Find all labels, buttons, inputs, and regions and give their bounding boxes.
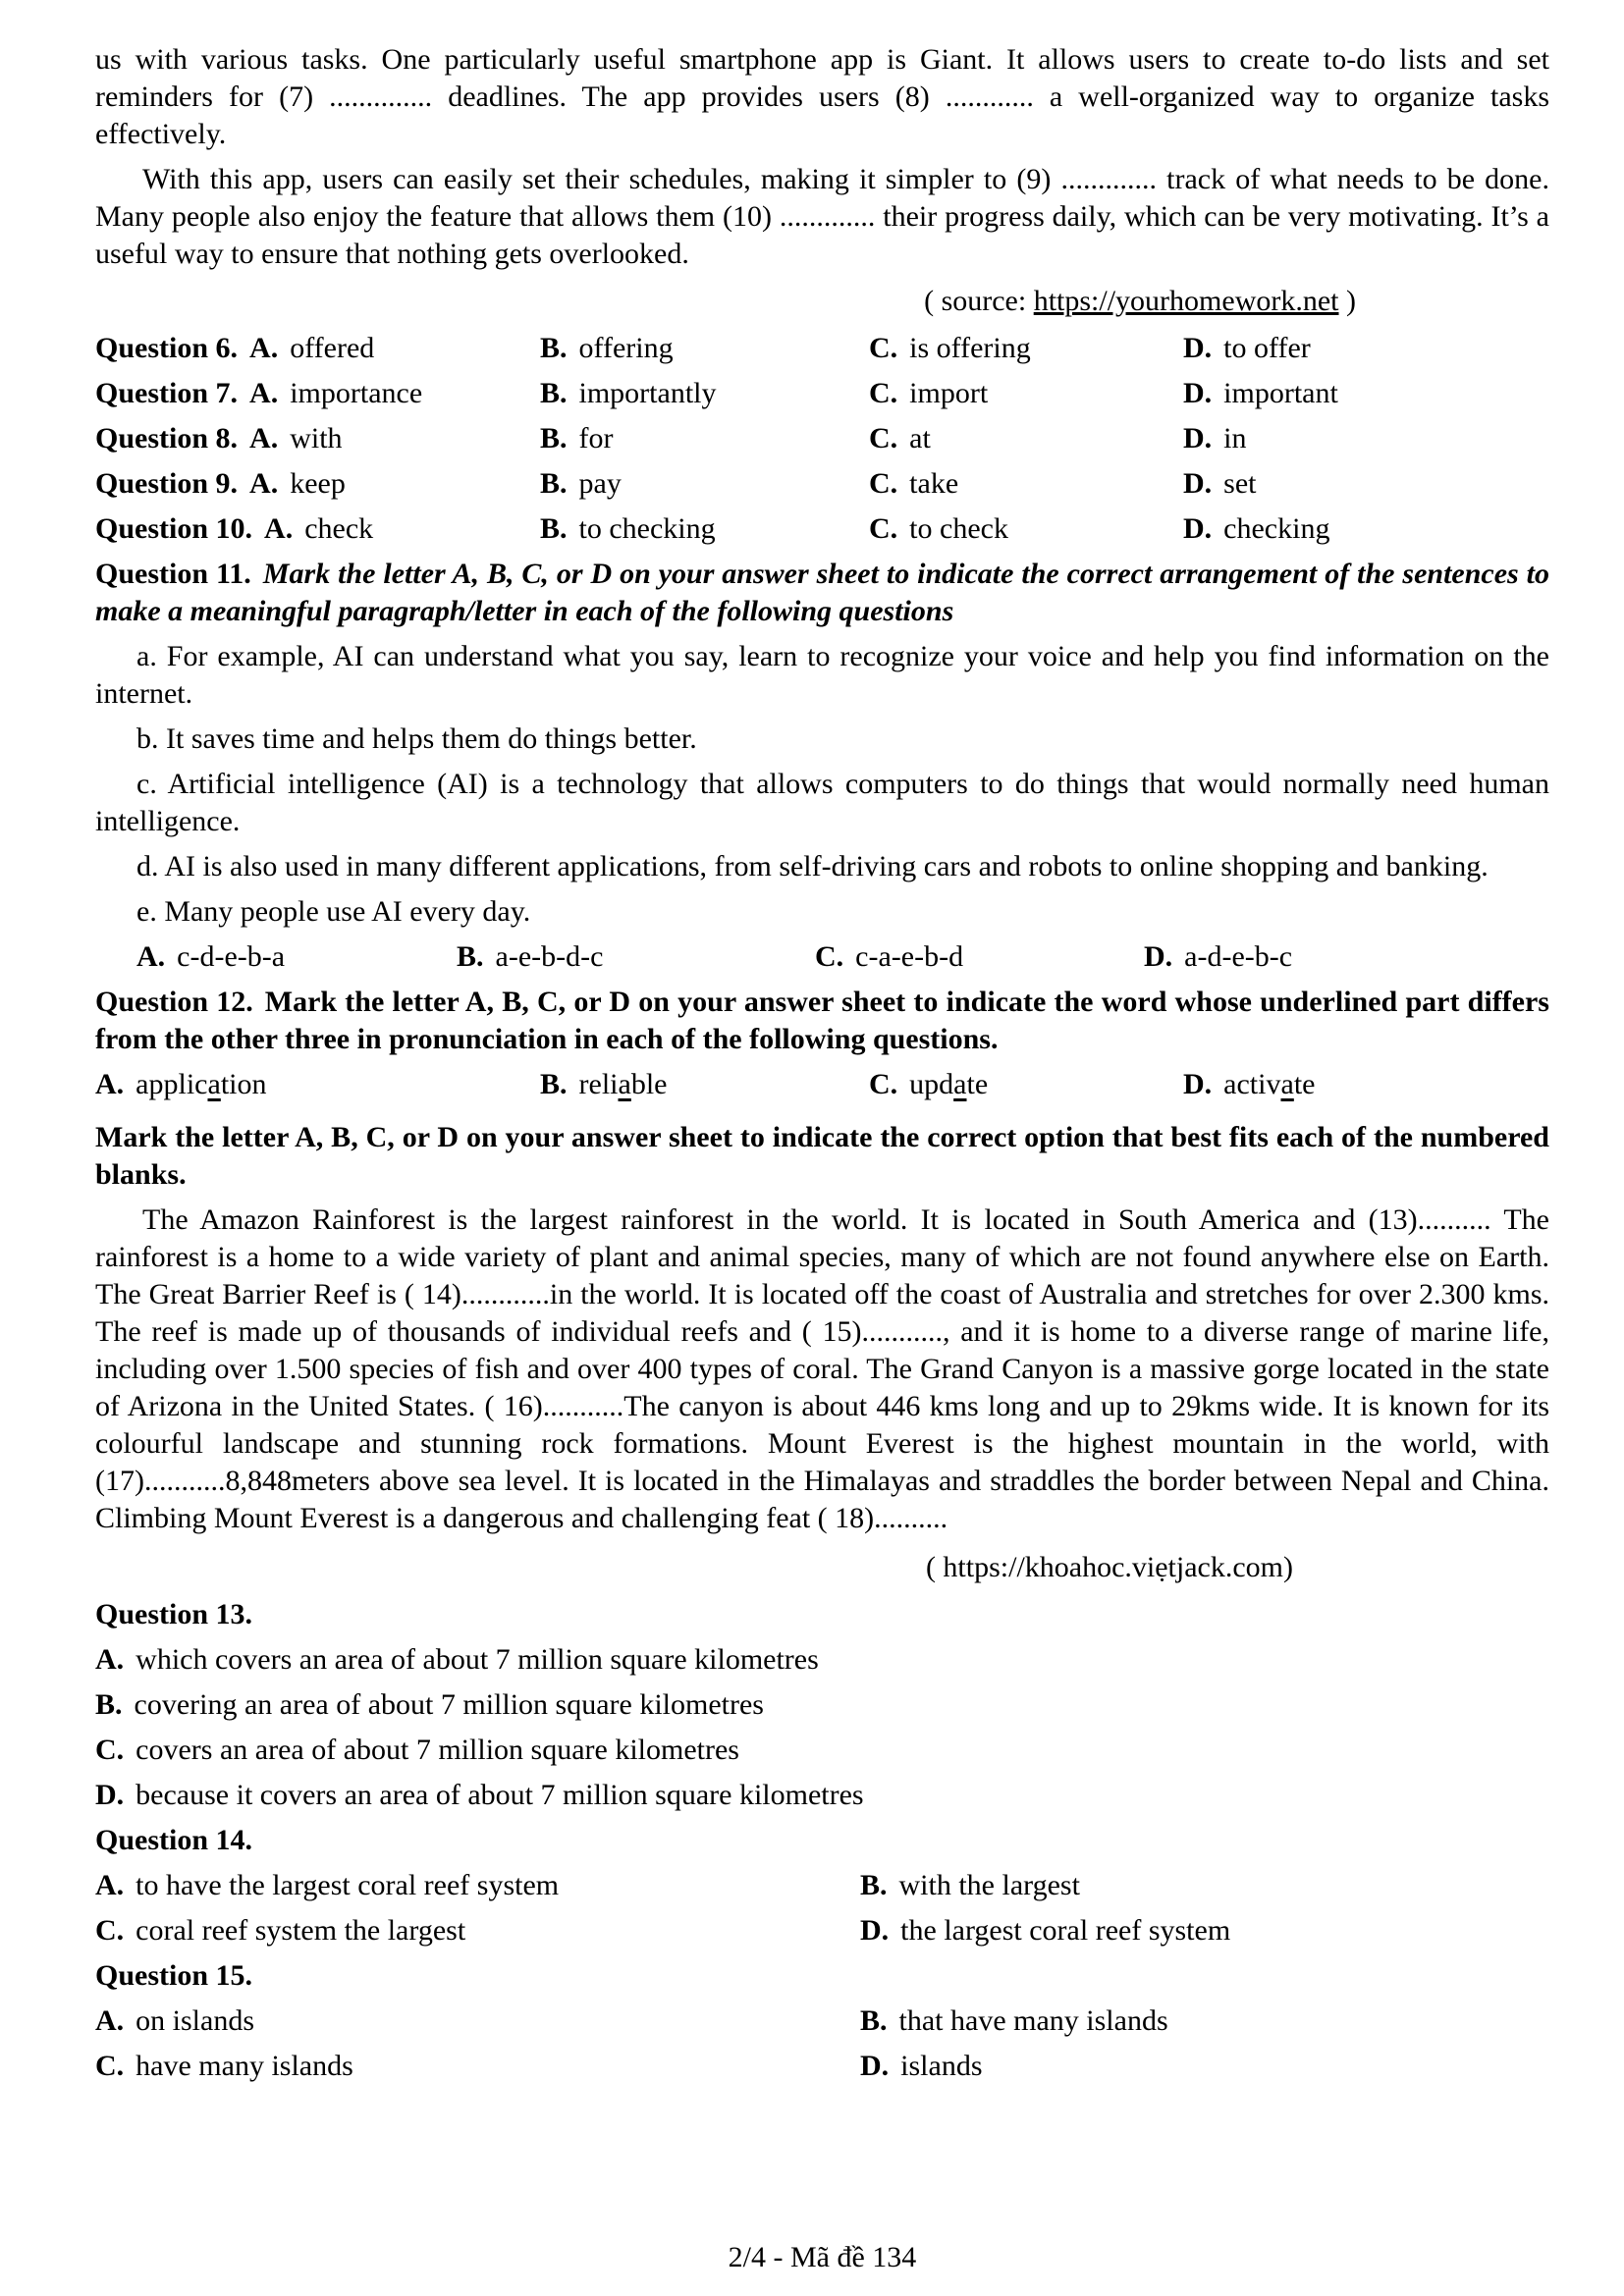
question-7-row [95, 375, 1549, 412]
option-text: pay [578, 467, 622, 500]
option-key-d: D. [1183, 422, 1213, 454]
question-11-heading [95, 556, 1549, 630]
option-a-cell[interactable] [95, 420, 540, 457]
option-d-cell[interactable] [1183, 375, 1549, 412]
option-b-cell[interactable] [540, 330, 869, 367]
option-key-b: B. [540, 1068, 568, 1100]
option-text: offered [290, 332, 375, 364]
option-a-cell[interactable] [95, 375, 540, 412]
option-key-c: C. [869, 377, 898, 409]
option-text: keep [290, 467, 346, 500]
option-text: check [304, 512, 374, 545]
option-b-cell[interactable] [540, 375, 869, 412]
question-label: Question 13. [95, 1598, 253, 1630]
option-text: on islands [135, 2004, 255, 2037]
option-text: c-a-e-b-d [855, 940, 964, 973]
option-text: because it covers an area of about 7 million square kilometres [135, 1779, 864, 1811]
option-text: the largest coral reef system [900, 1914, 1231, 1947]
question-6-row [95, 330, 1549, 367]
question-13-option-d[interactable] [95, 1777, 1549, 1814]
option-key-b: B. [540, 377, 568, 409]
option-text: important [1223, 377, 1338, 409]
option-c-cell[interactable] [869, 420, 1183, 457]
option-key-a: A. [95, 1068, 125, 1100]
option-text: covers an area of about 7 million square kilometres [135, 1734, 739, 1766]
question-15-heading [95, 1957, 1549, 1995]
option-text: is offering [909, 332, 1031, 364]
option-text: that have many islands [898, 2004, 1168, 2037]
option-key-b: B. [95, 1688, 123, 1721]
option-key-c: C. [95, 1914, 125, 1947]
option-c-cell[interactable] [869, 510, 1183, 548]
sentence-d: d. AI is also used in many different applications, from self-driving cars and robots to online shopping and banking. [136, 850, 1489, 882]
option-key-d: D. [1144, 940, 1173, 973]
option-c-cell[interactable] [869, 330, 1183, 367]
word-part: upd [909, 1068, 954, 1100]
option-text: set [1223, 467, 1257, 500]
question-13-option-c[interactable] [95, 1732, 1549, 1769]
option-text: a-d-e-b-c [1184, 940, 1293, 973]
intro-paragraph-1: us with various tasks. One particularly useful smartphone app is Giant. It allows users to create to-do lists and set reminders for (7) .............. deadlines. The app provides users (8) ............ a well-organized way to organize tasks effectively. [95, 43, 1549, 150]
option-d-cell[interactable] [1183, 420, 1549, 457]
source-link-2[interactable]: ( https://khoahoc.viẹtjack.com) [925, 1551, 1293, 1583]
question-9-row [95, 465, 1549, 503]
option-b-cell[interactable] [540, 420, 869, 457]
option-d-cell[interactable] [860, 1912, 1549, 1949]
word-part: activ [1223, 1068, 1281, 1100]
option-key-b: B. [540, 332, 568, 364]
option-key-d: D. [1183, 1068, 1213, 1100]
option-text: take [909, 467, 959, 500]
option-text: a-e-b-d-c [495, 940, 604, 973]
option-word [579, 1068, 668, 1100]
option-c-cell[interactable] [95, 2048, 860, 2085]
underlined-letter: a [1280, 1068, 1294, 1100]
option-key-d: D. [860, 2050, 890, 2082]
option-a-cell[interactable] [95, 465, 540, 503]
question-15-options-row-1 [95, 2002, 1549, 2040]
source-line-2 [95, 1549, 1549, 1586]
word-part: tion [220, 1068, 267, 1100]
option-text: in [1223, 422, 1247, 454]
question-label: Question 15. [95, 1959, 253, 1992]
option-d-cell[interactable] [1183, 465, 1549, 503]
question-13-option-a[interactable] [95, 1641, 1549, 1679]
option-text: checking [1223, 512, 1330, 545]
option-d-cell[interactable] [1183, 330, 1549, 367]
option-b-cell[interactable] [457, 938, 815, 976]
question-12-heading [95, 984, 1549, 1058]
underlined-letter: a [618, 1068, 631, 1100]
option-a-cell[interactable] [95, 330, 540, 367]
intro-paragraph-2: With this app, users can easily set their schedules, making it simpler to (9) ............. track of what needs to be done. Many people also enjoy the feature that allows them (10) ............. their progress daily, which can be very motivating. It’s a useful way to ensure that nothing gets overlooked. [95, 163, 1549, 270]
question-11-options-row [136, 938, 1549, 976]
option-text: c-d-e-b-a [177, 940, 286, 973]
option-key-c: C. [869, 467, 898, 500]
question-label: Question 9. [95, 467, 239, 500]
option-text: to have the largest coral reef system [135, 1869, 560, 1901]
option-text: import [909, 377, 989, 409]
sentence-c: c. Artificial intelligence (AI) is a technology that allows computers to do things that would normally need human intelligence. [95, 768, 1549, 837]
option-key-d: D. [1183, 377, 1213, 409]
option-word [909, 1068, 988, 1100]
sentence-b: b. It saves time and helps them do things better. [136, 722, 697, 755]
option-key-b: B. [540, 512, 568, 545]
cloze-passage: The Amazon Rainforest is the largest rainforest in the world. It is located in South America and (13).......... The rainforest is a home to a wide variety of plant and animal species, many of which are not found anywhere else on Earth. The Great Barrier Reef is ( 14)............in the world. It is located off the coast of Australia and stretches for over 2.300 kms. The reef is made up of thousands of individual reefs and ( 15)..........., and it is home to a diverse range of marine life, including over 1.500 species of fish and over 400 types of coral. The Grand Canyon is a massive gorge located in the state of Arizona in the United States. ( 16)...........The canyon is about 446 kms long and up to 29kms wide. It is known for its colourful landscape and stunning rock formations. Mount Everest is the highest mountain in the world, with (17)...........8,848meters above sea level. It is located in the Himalayas and straddles the border between Nepal and China. Climbing Mount Everest is a dangerous and challenging feat ( 18).......... [95, 1203, 1549, 1534]
option-text: for [578, 422, 614, 454]
option-text: at [909, 422, 931, 454]
option-text: to check [909, 512, 1008, 545]
option-c-cell[interactable] [869, 465, 1183, 503]
option-d-cell[interactable] [1144, 938, 1549, 976]
question-label: Question 12. [95, 986, 253, 1018]
option-text: importantly [578, 377, 717, 409]
option-key-c: C. [95, 2050, 125, 2082]
option-c-cell[interactable] [815, 938, 1144, 976]
question-8-row [95, 420, 1549, 457]
option-key-a: A. [249, 377, 279, 409]
question-14-heading [95, 1822, 1549, 1859]
option-b-cell[interactable] [540, 465, 869, 503]
option-text: islands [900, 2050, 983, 2082]
option-text: offering [578, 332, 674, 364]
option-text: importance [290, 377, 423, 409]
question-10-row [95, 510, 1549, 548]
option-text: with the largest [898, 1869, 1080, 1901]
page-footer: 2/4 - Mã đề 134 [728, 2241, 917, 2273]
question-label: Question 8. [95, 422, 239, 454]
cloze-section-heading: Mark the letter A, B, C, or D on your answer sheet to indicate the correct option that best fits each of the numbered blanks. [95, 1121, 1549, 1191]
option-c-cell[interactable] [869, 375, 1183, 412]
question-15-options-row-2 [95, 2048, 1549, 2085]
question-13-heading [95, 1596, 1549, 1633]
source-suffix: ) [1338, 285, 1356, 317]
option-d-cell[interactable] [1183, 510, 1549, 548]
option-key-c: C. [869, 512, 898, 545]
option-key-c: C. [869, 1068, 898, 1100]
option-text: to checking [578, 512, 716, 545]
option-key-a: A. [95, 1869, 125, 1901]
option-a-cell[interactable] [95, 510, 540, 548]
option-text: with [290, 422, 343, 454]
option-key-d: D. [95, 1779, 125, 1811]
option-key-d: D. [1183, 332, 1213, 364]
question-14-options-row-2 [95, 1912, 1549, 1949]
sentence-a: a. For example, AI can understand what you say, learn to recognize your voice and help you find information on the internet. [95, 640, 1549, 710]
option-a-cell[interactable] [95, 2002, 860, 2040]
question-label: Question 6. [95, 332, 239, 364]
question-label: Question 14. [95, 1824, 253, 1856]
question-instruction: Mark the letter A, B, C, or D on your answer sheet to indicate the correct arrangement of the sentences to make a meaningful paragraph/letter in each of the following questions [95, 558, 1549, 627]
option-key-a: A. [95, 2004, 125, 2037]
underlined-letter: a [953, 1068, 967, 1100]
question-instruction: Mark the letter A, B, C, or D on your answer sheet to indicate the word whose underlined part differs from the other three in pronunciation in each of the following questions. [95, 986, 1549, 1055]
option-key-a: A. [249, 332, 279, 364]
option-d-cell[interactable] [860, 2048, 1549, 2085]
option-key-c: C. [869, 422, 898, 454]
option-text: coral reef system the largest [135, 1914, 466, 1947]
option-text: have many islands [135, 2050, 353, 2082]
option-key-b: B. [860, 2004, 888, 2037]
source-line-1 [95, 283, 1549, 320]
option-key-b: B. [860, 1869, 888, 1901]
option-key-a: A. [95, 1643, 125, 1676]
option-word [135, 1068, 266, 1100]
source-prefix: ( source: [924, 285, 1034, 317]
question-14-options-row-1 [95, 1867, 1549, 1904]
option-key-d: D. [1183, 467, 1213, 500]
option-key-b: B. [540, 467, 568, 500]
option-a-cell[interactable] [136, 938, 457, 976]
word-part: applic [135, 1068, 208, 1100]
option-a-cell[interactable] [95, 1867, 860, 1904]
option-key-a: A. [136, 940, 166, 973]
option-c-cell[interactable] [95, 1912, 860, 1949]
option-key-b: B. [540, 422, 568, 454]
underlined-letter: a [207, 1068, 221, 1100]
option-key-c: C. [95, 1734, 125, 1766]
sentence-e: e. Many people use AI every day. [136, 895, 531, 928]
option-text: covering an area of about 7 million square kilometres [134, 1688, 764, 1721]
option-a-cell[interactable] [95, 1066, 540, 1103]
option-b-cell[interactable] [540, 510, 869, 548]
option-d-cell[interactable] [1183, 1066, 1549, 1103]
option-key-a: A. [249, 422, 279, 454]
option-key-b: B. [457, 940, 484, 973]
option-key-a: A. [249, 467, 279, 500]
word-part: te [966, 1068, 989, 1100]
question-label: Question 10. [95, 512, 253, 545]
question-label: Question 11. [95, 558, 251, 590]
option-key-d: D. [1183, 512, 1213, 545]
option-text: which covers an area of about 7 million square kilometres [135, 1643, 819, 1676]
question-12-options-row [95, 1066, 1549, 1103]
option-word [1223, 1068, 1315, 1100]
option-key-c: C. [815, 940, 844, 973]
option-key-c: C. [869, 332, 898, 364]
question-label: Question 7. [95, 377, 239, 409]
option-b-cell[interactable] [860, 2002, 1549, 2040]
option-text: to offer [1223, 332, 1311, 364]
option-key-a: A. [264, 512, 294, 545]
option-c-cell[interactable] [869, 1066, 1183, 1103]
question-13-option-b[interactable] [95, 1686, 1549, 1724]
option-key-d: D. [860, 1914, 890, 1947]
option-b-cell[interactable] [860, 1867, 1549, 1904]
word-part: ble [630, 1068, 668, 1100]
source-link[interactable]: https://yourhomework.net [1033, 285, 1339, 317]
option-b-cell[interactable] [540, 1066, 869, 1103]
word-part: reli [578, 1068, 619, 1100]
word-part: te [1293, 1068, 1316, 1100]
